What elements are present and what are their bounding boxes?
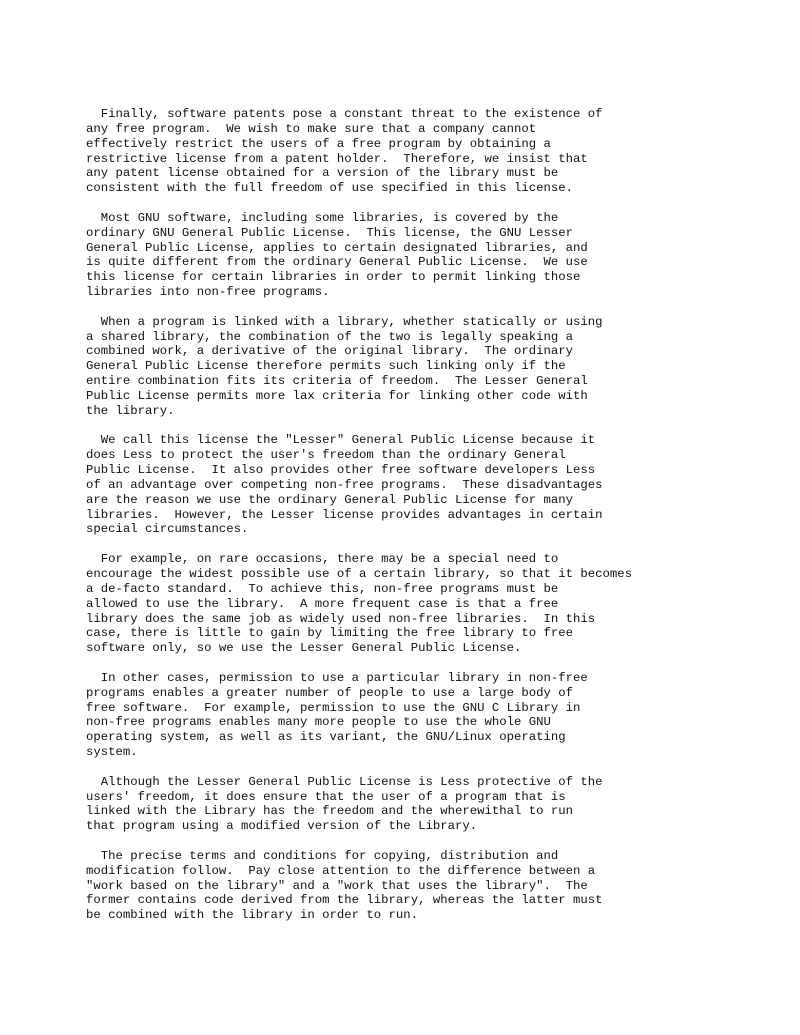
- text-line: The precise terms and conditions for copying, distribution and: [86, 848, 559, 863]
- text-line: system.: [86, 745, 138, 760]
- text-line: restrictive license from a patent holder. Therefore, we insist that: [86, 151, 588, 166]
- text-line: of an advantage over competing non-free programs. These disadvantages: [86, 477, 603, 492]
- text-line: combined work, a derivative of the original library. The ordinary: [86, 344, 574, 359]
- paragraph-linking: [86, 315, 786, 419]
- paragraph-users-freedom: [86, 775, 786, 834]
- text-line: a de-facto standard. To achieve this, non-free programs must be: [86, 581, 559, 596]
- text-line: ordinary GNU General Public License. This license, the GNU Lesser: [86, 225, 574, 240]
- text-line: allowed to use the library. A more frequent case is that a free: [86, 596, 559, 611]
- paragraph-lesser-license: [86, 433, 786, 537]
- text-line: In other cases, permission to use a particular library in non-free: [86, 670, 588, 685]
- text-line: non-free programs enables many more people to use the whole GNU: [86, 715, 551, 730]
- text-line: special circumstances.: [86, 522, 249, 537]
- text-line: programs enables a greater number of people to use a large body of: [86, 685, 574, 700]
- text-line: any patent license obtained for a version of the library must be: [86, 166, 559, 181]
- text-line: are the reason we use the ordinary General Public License for many: [86, 492, 574, 507]
- text-line: consistent with the full freedom of use specified in this license.: [86, 181, 574, 196]
- text-line: any free program. We wish to make sure that a company cannot: [86, 121, 537, 136]
- text-line: does Less to protect the user's freedom than the ordinary General: [86, 448, 566, 463]
- document-page: [86, 107, 786, 938]
- text-line: libraries. However, the Lesser license provides advantages in certain: [86, 507, 603, 522]
- text-line: operating system, as well as its variant, the GNU/Linux operating: [86, 730, 566, 745]
- text-line: that program using a modified version of the Library.: [86, 819, 478, 834]
- paragraph-gnu-software: [86, 211, 786, 300]
- text-line: entire combination fits its criteria of freedom. The Lesser General: [86, 374, 588, 389]
- text-line: General Public License, applies to certain designated libraries, and: [86, 240, 588, 255]
- text-line: Public License. It also provides other free software developers Less: [86, 463, 596, 478]
- text-line: Most GNU software, including some libraries, is covered by the: [86, 210, 559, 225]
- paragraph-other-cases: [86, 671, 786, 760]
- text-line: Finally, software patents pose a constant threat to the existence of: [86, 107, 603, 121]
- text-line: General Public License therefore permits such linking only if the: [86, 359, 566, 374]
- text-line: "work based on the library" and a "work that uses the library". The: [86, 878, 588, 893]
- paragraph-example: [86, 552, 786, 656]
- text-line: the library.: [86, 403, 175, 418]
- text-line: encourage the widest possible use of a certain library, so that it becomes: [86, 566, 633, 581]
- text-line: this license for certain libraries in order to permit linking those: [86, 270, 581, 285]
- text-line: For example, on rare occasions, there may be a special need to: [86, 552, 559, 567]
- text-line: users' freedom, it does ensure that the user of a program that is: [86, 789, 566, 804]
- text-line: software only, so we use the Lesser General Public License.: [86, 641, 522, 656]
- paragraph-software-patents: [86, 107, 786, 196]
- text-line: libraries into non-free programs.: [86, 285, 330, 300]
- text-line: be combined with the library in order to run.: [86, 908, 419, 923]
- text-line: case, there is little to gain by limiting the free library to free: [86, 626, 574, 641]
- text-line: free software. For example, permission to use the GNU C Library in: [86, 700, 581, 715]
- text-line: former contains code derived from the library, whereas the latter must: [86, 893, 603, 908]
- text-line: library does the same job as widely used non-free libraries. In this: [86, 611, 596, 626]
- text-line: modification follow. Pay close attention to the difference between a: [86, 863, 596, 878]
- text-line: a shared library, the combination of the two is legally speaking a: [86, 329, 574, 344]
- text-line: effectively restrict the users of a free program by obtaining a: [86, 136, 551, 151]
- text-line: We call this license the "Lesser" General Public License because it: [86, 433, 596, 448]
- text-line: linked with the Library has the freedom and the wherewithal to run: [86, 804, 574, 819]
- text-line: Public License permits more lax criteria for linking other code with: [86, 388, 588, 403]
- text-line: is quite different from the ordinary General Public License. We use: [86, 255, 588, 270]
- text-line: Although the Lesser General Public License is Less protective of the: [86, 774, 603, 789]
- text-line: When a program is linked with a library, whether statically or using: [86, 314, 603, 329]
- paragraph-terms-conditions: [86, 849, 786, 923]
